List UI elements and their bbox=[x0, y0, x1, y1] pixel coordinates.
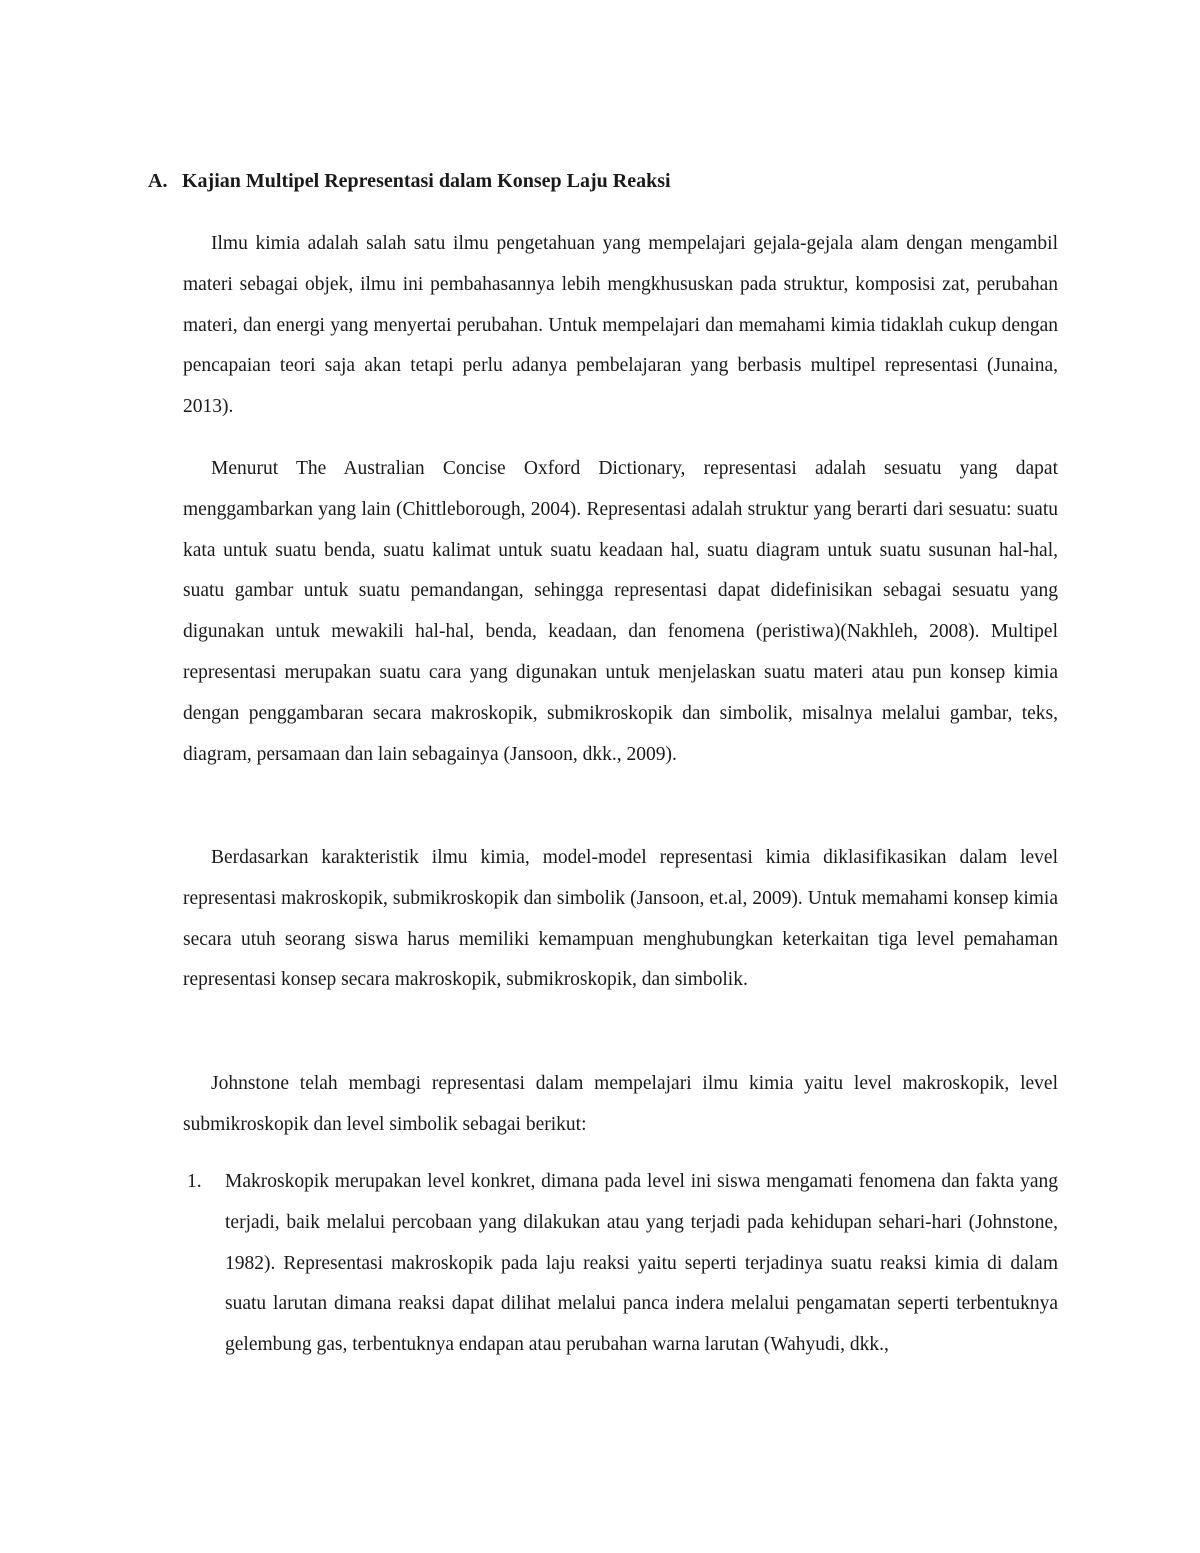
paragraph: Ilmu kimia adalah salah satu ilmu pengetahuan yang mempelajari gejala-gejala alam dengan mengambil materi sebagai objek, ilmu ini pembahasannya lebih mengkhususkan pada struktur, komposisi zat, perubahan materi, dan energi yang menyertai perubahan. Untuk mempelajari dan memahami kimia tidaklah cukup dengan pencapaian teori saja akan tetapi perlu adanya pembelajaran yang berbasis multipel representasi (Junaina, 2013). bbox=[183, 233, 1058, 418]
section-heading bbox=[148, 166, 1068, 196]
paragraph: Johnstone telah membagi representasi dalam mempelajari ilmu kimia yaitu level makroskopik, level submikroskopik dan level simbolik sebagai berikut: bbox=[183, 1073, 1058, 1135]
paragraph: Menurut The Australian Concise Oxford Dictionary, representasi adalah sesuatu yang dapat menggambarkan yang lain (Chittleborough, 2004). Representasi adalah struktur yang berarti dari sesuatu: suatu kata untuk suatu benda, suatu kalimat untuk suatu keadaan hal, suatu diagram untuk suatu susunan hal-hal, suatu gambar untuk suatu pemandangan, sehingga representasi dapat didefinisikan sebagai sesuatu yang digunakan untuk mewakili hal-hal, benda, keadaan, dan fenomena (peristiwa)(Nakhleh, 2008). Multipel representasi merupakan suatu cara yang digunakan untuk menjelaskan suatu materi atau pun konsep kimia dengan penggambaran secara makroskopik, submikroskopik dan simbolik, misalnya melalui gambar, teks, diagram, persamaan dan lain sebagainya (Jansoon, dkk., 2009). bbox=[183, 458, 1058, 765]
section-number: A. bbox=[148, 170, 168, 192]
list-item-text: Makroskopik merupakan level konkret, dimana pada level ini siswa mengamati fenomena dan fakta yang terjadi, baik melalui percobaan yang dilakukan atau yang terjadi pada kehidupan sehari-hari (Johnstone, 1982). Representasi makroskopik pada laju reaksi yaitu seperti terjadinya suatu reaksi kimia di dalam suatu larutan dimana reaksi dapat dilihat melalui panca indera melalui pengamatan seperti terbentuknya gelembung gas, terbentuknya endapan atau perubahan warna larutan (Wahyudi, dkk., bbox=[225, 1171, 1058, 1356]
paragraph: Berdasarkan karakteristik ilmu kimia, model-model representasi kimia diklasifikasikan dalam level representasi makroskopik, submikroskopik dan simbolik (Jansoon, et.al, 2009). Untuk memahami konsep kimia secara utuh seorang siswa harus memiliki kemampuan menghubungkan keterkaitan tiga level pemahaman representasi konsep secara makroskopik, submikroskopik, dan simbolik. bbox=[183, 847, 1058, 991]
section-title: Kajian Multipel Representasi dalam Konsep Laju Reaksi bbox=[182, 170, 671, 192]
list-item-number: 1. bbox=[187, 1171, 202, 1192]
